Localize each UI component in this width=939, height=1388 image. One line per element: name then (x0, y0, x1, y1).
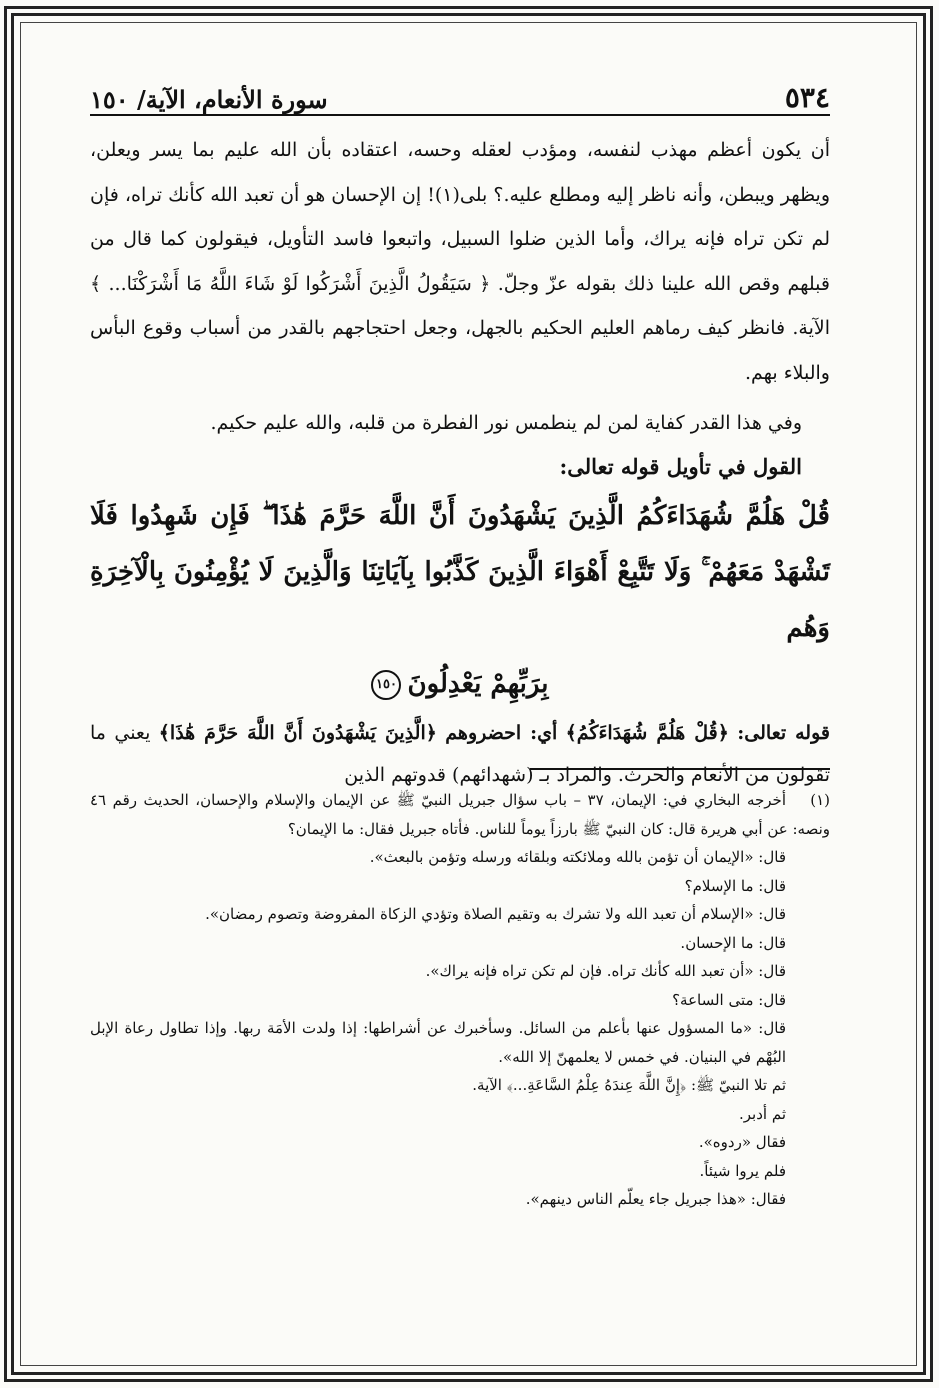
tafsir-lead: قوله تعالى: (737, 721, 830, 744)
footnotes (90, 786, 830, 1214)
tafsir-mid: أي: احضروهم (445, 721, 558, 744)
footnote-line: فلم يروا شيئاً. (699, 1161, 786, 1180)
footnote-line: فقال «ردوه». (698, 1133, 786, 1151)
ayah-number-marker: ١٥٠ (371, 670, 401, 700)
quran-verse (90, 488, 830, 712)
footnote-line: قال: «ما المسؤول عنها بأعلم من السائل. وسأخبرك عن أشراطها: إذا ولدت الأمَة ربها. وإذا تطاول رعاة الإبل البُهْم في البنيان. في خمس لا يعلمهنّ إلا الله». (90, 1019, 786, 1066)
footnote-separator (530, 768, 830, 770)
verse-end-line (90, 656, 830, 712)
footnote-line: قال: «الإيمان أن تؤمن بالله وملائكته وبلقائه ورسله وتؤمن بالبعث». (369, 848, 786, 866)
footnote-1 (90, 786, 830, 843)
tafsir-paragraph (90, 712, 830, 796)
tafsir-rest: يعني ما تقولون من الأنعام والحرث. والمراد بـ (شهدائهم) قدوتهم الذين (90, 721, 830, 786)
tafsir-quote-2: ﴿الَّذِينَ يَشْهَدُونَ أَنَّ اللَّهَ حَرَّمَ هَٰذَا﴾ (158, 721, 437, 744)
footnote-line: قال: ما الإحسان. (680, 933, 786, 952)
footnote-line: قال: متى الساعة؟ (672, 990, 786, 1009)
page-header (90, 70, 830, 116)
footnote-line: قال: «أن تعبد الله كأنك تراه. فإن لم تكن تراه فإنه يراك». (425, 962, 786, 980)
footnote-line: ثم أدبر. (739, 1104, 786, 1123)
footnote-line: ثم تلا النبيّ ﷺ: ﴿إِنَّ اللَّهَ عِندَهُ عِلْمُ السَّاعَةِ...﴾ الآية. (472, 1076, 786, 1094)
paragraph-2: وفي هذا القدر كفاية لمن لم ينطمس نور الفطرة من قلبه، والله عليم حكيم. (210, 412, 802, 434)
paragraph-1: أن يكون أعظم مهذب لنفسه، ومؤدب لعقله وحسه، اعتقاده بأن الله عليم بما يسر ويعلن، ويظهر ويبطن، وأنه ناظر إليه ومطلع عليه.؟ بلى(١)! إن الإحسان هو أن تعبد الله كأنك تراه، فإن لم تكن تراه فإنه يراك، وأما الذين ضلوا السبيل، واتبعوا فاسد التأويل، فيقولون كما قال من قبلهم وقص الله علينا ذلك بقوله عزّ وجلّ. ﴿ سَيَقُولُ الَّذِينَ أَشْرَكُوا لَوْ شَاءَ اللَّهُ مَا أَشْرَكْنَا... ﴾ الآية. فانظر كيف رماهم العليم الحكيم بالجهل، وجعل احتجاجهم بالقدر من أسباب وقوع البأس والبلاء بهم. (90, 139, 830, 384)
footnote-line: قال: «الإسلام أن تعبد الله ولا تشرك به وتقيم الصلاة وتؤدي الزكاة المفروضة وتصوم رمضان». (205, 905, 786, 923)
page-content (90, 70, 830, 1370)
running-title: سورة الأنعام، الآية/ ١٥٠ (90, 85, 328, 114)
tafsir-quote-1: ﴿قُلْ هَلُمَّ شُهَدَاءَكُمُ﴾ (565, 721, 729, 744)
section-heading: القول في تأويل قوله تعالى: (559, 453, 802, 479)
verse-text: قُلْ هَلُمَّ شُهَدَاءَكُمُ الَّذِينَ يَشْهَدُونَ أَنَّ اللَّهَ حَرَّمَ هَٰذَا ۖ فَإِن شَهِدُوا فَلَا تَشْهَدْ مَعَهُمْ ۚ وَلَا تَتَّبِعْ أَهْوَاءَ الَّذِينَ كَذَّبُوا بِآيَاتِنَا وَالَّذِينَ لَا يُؤْمِنُونَ بِالْآخِرَةِ وَهُم (90, 500, 830, 643)
footnote-line: فقال: «هذا جبريل جاء يعلّم الناس دينهم». (525, 1190, 786, 1208)
page-number: ٥٣٤ (784, 81, 830, 114)
footnote-line: أخرجه البخاري في: الإيمان، ٣٧ – باب سؤال جبريل النبيّ ﷺ عن الإيمان والإسلام والإحسان، الحديث رقم ٤٦ ونصه: عن أبي هريرة قال: كان النبيّ ﷺ بارزاً يوماً للناس. فأتاه جبريل فقال: ما الإيمان؟ (90, 791, 830, 838)
footnote-number: (١) (810, 791, 830, 809)
verse-end-text: بِرَبِّهِمْ يَعْدِلُونَ (407, 668, 549, 699)
footnote-line: قال: ما الإسلام؟ (684, 876, 786, 895)
main-text (90, 128, 830, 796)
